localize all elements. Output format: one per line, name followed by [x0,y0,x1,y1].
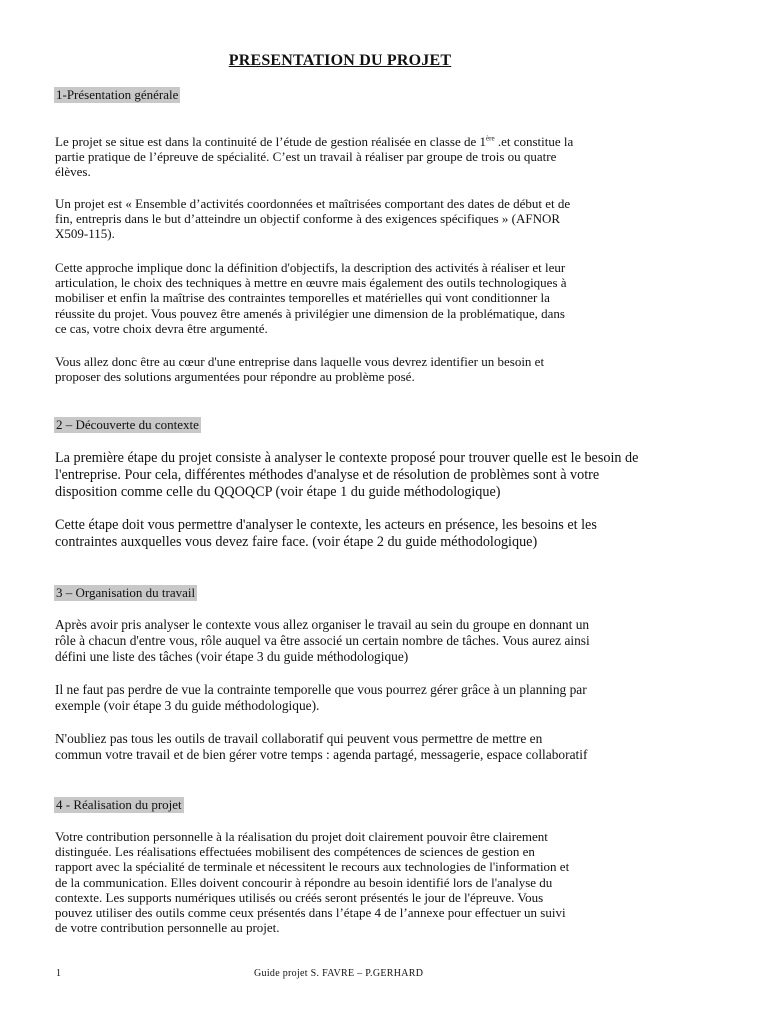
text-line: de votre contribution personnelle au projet. [55,920,280,936]
superscript: ère [486,134,495,143]
text-line: Votre contribution personnelle à la réalisation du projet doit clairement pouvoir être clairement [55,829,548,844]
text-line: proposer des solutions argumentées pour répondre au problème posé. [55,369,415,385]
text-line: pouvez utiliser des outils comme ceux présentés dans l’étape 4 de l’annexe pour effectuer un suivi [55,905,566,921]
text-line: mobiliser et enfin la maîtrise des contraintes temporelles et matérielles qui vont conditionner la [55,290,550,306]
text-line: distinguée. Les réalisations effectuées mobilisent des compétences de sciences de gestion en [55,844,535,860]
text-line: fin, entrepris dans le but d’atteindre un objectif conforme à des exigences spécifiques » (AFNOR [55,211,561,227]
section-heading-4: 4 - Réalisation du projet [56,797,182,812]
section-3-paragraph-1 [55,617,590,666]
section-1-paragraph-4 [55,354,544,384]
text-line: réussite du projet. Vous pouvez être amenés à privilégier une dimension de la problématique, dans [55,305,565,321]
footer-text: Guide projet S. FAVRE – P.GERHARD [254,968,424,979]
section-1-paragraph-2 [55,196,570,242]
section-3-paragraph-3 [55,731,587,763]
text-line: Après avoir pris analyser le contexte vous allez organiser le travail au sein du groupe en donnant un [55,617,590,632]
text-line: Le projet se situe est dans la continuité de l’étude de gestion réalisée en classe de 1ère .et constitue la [55,134,574,149]
text-line: articulation, le choix des techniques à mettre en œuvre mais également des outils technologiques à [55,275,567,291]
text-line: disposition comme celle du QQOQCP (voir étape 1 du guide méthodologique) [55,484,501,500]
text-line: Il ne faut pas perdre de vue la contrainte temporelle que vous pourrez gérer grâce à un planning par [55,682,587,697]
text-line: ce cas, votre choix devra être argumenté. [55,320,268,336]
text-line: exemple (voir étape 3 du guide méthodologique). [55,698,320,714]
text-line: X509-115). [55,226,115,242]
text-line: rôle à chacun d'entre vous, rôle auquel va être associé un certain nombre de tâches. Vous aurez ainsi [55,633,590,649]
text-line: La première étape du projet consiste à analyser le contexte proposé pour trouver quelle est le besoin de [55,450,639,466]
section-heading-2: 2 – Découverte du contexte [56,417,199,432]
section-heading-1: 1-Présentation générale [56,87,179,102]
text-line: rapport avec la spécialité de terminale et nécessitent le recours aux technologies de l'information et [55,859,570,875]
section-1-paragraph-1 [55,134,573,180]
section-4-paragraph-1 [55,829,569,935]
text-line: de la communication. Elles doivent concourir à répondre au besoin identifié lors de l'analyse du [55,874,553,890]
section-heading-3: 3 – Organisation du travail [56,585,196,600]
section-2-paragraph-1 [55,450,638,501]
text-line: commun votre travail et de bien gérer votre temps : agenda partagé, messagerie, espace collaboratif [55,747,588,763]
section-1-paragraph-3 [55,260,567,336]
section-3-paragraph-2 [55,682,587,714]
text-line: Cette étape doit vous permettre d'analyser le contexte, les acteurs en présence, les besoins et les [55,517,597,533]
page-number: 1 [56,968,61,979]
text-line: l'entreprise. Pour cela, différentes méthodes d'analyse et de résolution de problèmes sont à votre [55,467,600,483]
text-line: Un projet est « Ensemble d’activités coordonnées et maîtrisées comportant des dates de début et de [55,196,571,211]
page-title: PRESENTATION DU PROJET [228,52,452,69]
text-line: Cette approche implique donc la définition d'objectifs, la description des activités à réaliser et leur [55,260,566,275]
text-line: contraintes auxquelles vous devez faire face. (voir étape 2 du guide méthodologique) [55,534,538,550]
text-line: élèves. [55,164,91,180]
text-line: défini une liste des tâches (voir étape 3 du guide méthodologique) [55,649,409,665]
text-line: Vous allez donc être au cœur d'une entreprise dans laquelle vous devrez identifier un besoin et [55,354,545,369]
text-line: partie pratique de l’épreuve de spécialité. C’est un travail à réaliser par groupe de trois ou quatre [55,149,557,165]
text-line: N'oubliez pas tous les outils de travail collaboratif qui peuvent vous permettre de mettre en [55,731,543,746]
text-line: contexte. Les supports numériques utilisés ou créés seront présentés le jour de l'épreuve. Vous [55,889,544,905]
section-2-paragraph-2 [55,517,597,551]
